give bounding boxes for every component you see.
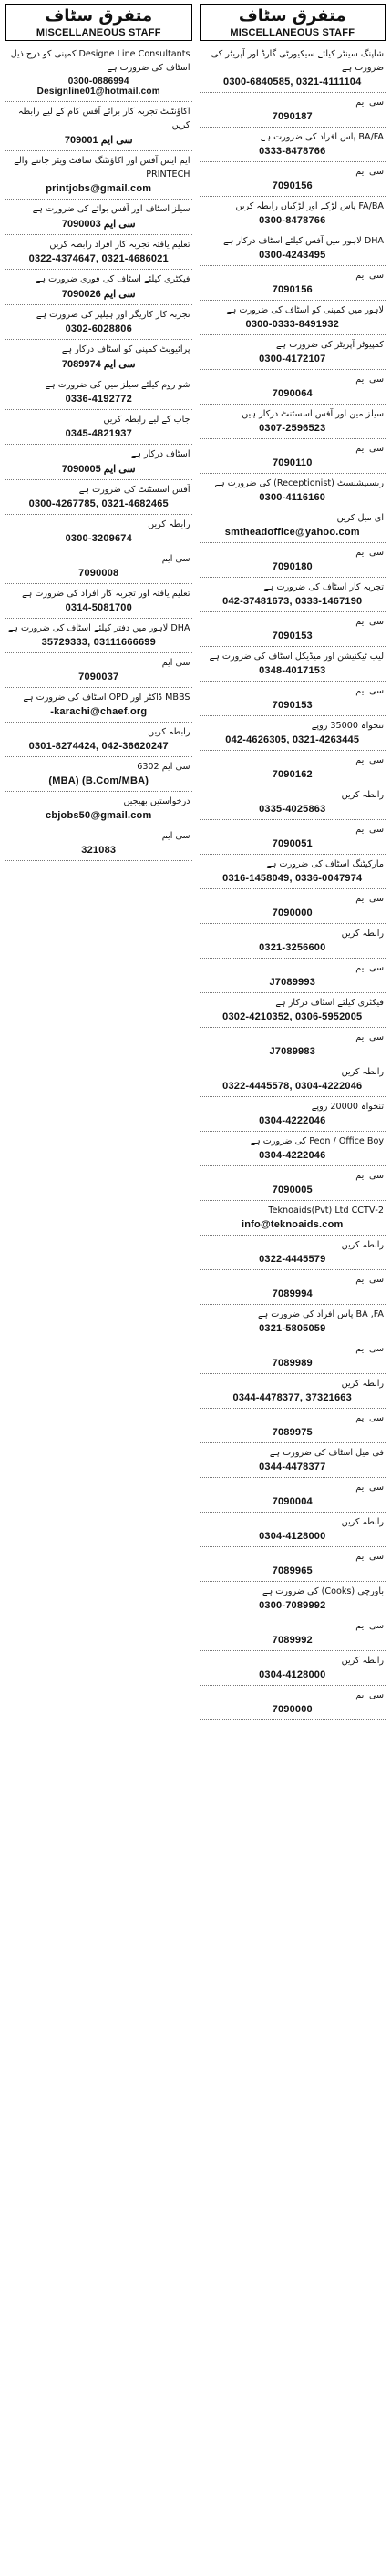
ad-contact: 0304-4222046: [259, 1150, 326, 1161]
classified-ad: [200, 959, 386, 993]
ad-text: سی ایم: [355, 1032, 384, 1042]
ad-text: تنخواہ 20000 روپے: [311, 1102, 384, 1112]
ad-text: اکاؤنٹنٹ تجربہ کار برائے آفس کام کے لیے رابطہ کریں: [17, 107, 190, 130]
classified-ad: [200, 93, 386, 128]
ad-text: لاہور میں کمپنی کو اسٹاف کی ضرورت ہے: [226, 305, 384, 315]
classified-ad: [200, 993, 386, 1028]
ad-contact: 7090153: [272, 700, 313, 711]
classified-ad: [200, 889, 386, 924]
ad-text: آفس اسسٹنٹ کی ضرورت ہے: [78, 485, 190, 495]
ad-contact: -karachi@chaef.org: [50, 706, 148, 717]
ad-text: سی ایم: [355, 1690, 384, 1700]
classified-ad: [200, 1097, 386, 1132]
ad-text: سی ایم: [355, 825, 384, 835]
ad-text: سی ایم: [355, 271, 384, 281]
classified-ad: [200, 612, 386, 647]
ad-contact: 7090180: [272, 561, 313, 572]
ad-text: BA/FA پاس افراد کی ضرورت ہے: [260, 132, 384, 142]
ad-text: ای میل کریں: [336, 513, 384, 523]
classified-ad: [200, 751, 386, 785]
ad-contact: سی ایم 7090005: [61, 464, 136, 475]
classified-ad: [200, 1513, 386, 1547]
ad-text: سی ایم: [355, 1344, 384, 1354]
ad-text: درخواستیں بھیجیں: [123, 796, 190, 806]
ad-contact: 0304-4128000: [259, 1531, 326, 1542]
ad-contact: 7090064: [272, 388, 313, 399]
classified-ad: [5, 445, 192, 480]
ad-contact: 0348-4017153: [259, 665, 326, 676]
classified-ad: [200, 785, 386, 820]
ad-text: DHA لاہور میں دفتر کیلئے اسٹاف کی ضرورت ہے: [7, 623, 190, 633]
classified-ad: [5, 151, 192, 200]
ad-contact: 0322-4445579: [259, 1254, 326, 1265]
ad-text: تجربہ کار کاریگر اور ہیلپر کی ضرورت ہے: [36, 310, 190, 320]
classified-ad: [200, 231, 386, 266]
ad-text: رابطہ کریں: [341, 1656, 384, 1666]
classified-ad: [200, 855, 386, 889]
ad-contact: 0300-4267785, 0321-4682465: [28, 498, 169, 509]
ad-text: ریسیپشنسٹ (Receptionist) کی ضرورت ہے: [214, 478, 384, 488]
ad-text: Peon / Office Boy کی ضرورت ہے: [250, 1136, 384, 1146]
classified-ad: [200, 162, 386, 197]
classified-ad: [5, 515, 192, 549]
ad-contact: 0302-6028806: [65, 323, 132, 334]
classified-ad: [200, 578, 386, 612]
ad-contact: 7089965: [272, 1565, 313, 1576]
classified-ad: [5, 723, 192, 757]
left-header-urdu: متفرق سٹاف: [45, 6, 153, 26]
ad-text: تجربہ کار اسٹاف کی ضرورت ہے: [263, 582, 384, 592]
ad-contact: 0307-2596523: [259, 423, 326, 434]
ad-text: سی ایم: [355, 375, 384, 385]
ad-text: 2-Teknoaids(Pvt) Ltd CCTV: [268, 1206, 384, 1216]
classified-ad: [200, 1651, 386, 1686]
ad-contact: 7090156: [272, 180, 313, 191]
ad-contact: 7090037: [78, 672, 119, 682]
ad-text: سی ایم: [355, 963, 384, 973]
ad-text: اسٹاف درکار ہے: [130, 449, 190, 459]
classified-ad: [5, 45, 192, 102]
ad-contact: 7089992: [272, 1635, 313, 1646]
ad-text: پرائیویٹ کمپنی کو اسٹاف درکار ہے: [61, 344, 190, 354]
ad-contact: J7089993: [269, 977, 316, 988]
classified-ad: [200, 301, 386, 335]
classified-ad: [200, 1062, 386, 1097]
classified-ad: [200, 1547, 386, 1582]
ad-text: تنخواہ 35000 روپے: [311, 721, 384, 731]
ad-contact: 0300-8478766: [259, 215, 326, 226]
ad-contact: 7089989: [272, 1358, 313, 1369]
ad-text: جاب کے لیے رابطہ کریں: [103, 415, 190, 425]
ad-text: سیلز مین اور آفس اسسٹنٹ درکار ہیں: [242, 409, 384, 419]
classified-ad: [5, 619, 192, 653]
ad-contact: 7090162: [272, 769, 313, 780]
ad-contact: سی ایم 7090026: [61, 289, 136, 300]
ad-text: رابطہ کریں: [341, 1517, 384, 1527]
right-header-english: MISCELLANEOUS STAFF: [230, 27, 355, 38]
ad-contact: 0300-4116160: [259, 492, 326, 503]
ad-contact: 0345-4821937: [65, 428, 132, 439]
right-header-urdu: متفرق سٹاف: [238, 6, 346, 26]
classified-ad: [5, 102, 192, 151]
ad-text: فیکٹری کیلئے اسٹاف کی فوری ضرورت ہے: [35, 274, 190, 284]
ad-text: سی ایم: [355, 167, 384, 177]
ad-text: FA/BA پاس لڑکے اور لڑکیاں رابطہ کریں: [235, 201, 384, 211]
classified-ad: [5, 410, 192, 445]
ad-contact: J7089983: [269, 1046, 316, 1057]
ad-contact: info@teknoaids.com: [241, 1219, 344, 1230]
classified-ad: [5, 375, 192, 410]
classified-ad: [5, 688, 192, 723]
ad-contact: 7090000: [272, 1704, 313, 1715]
ad-contact: 0322-4445578, 0304-4222046: [222, 1081, 363, 1092]
classified-ad: [5, 340, 192, 375]
classified-ad: [200, 370, 386, 405]
ad-text: سی ایم 6302: [137, 762, 190, 772]
ad-contact: 0300-6840585, 0321-4111104: [223, 77, 362, 87]
ad-contact: 0304-4128000: [259, 1669, 326, 1680]
ad-contact: 0300-4243495: [259, 250, 326, 261]
left-column-header: [5, 4, 192, 41]
ad-contact: 0321-3256600: [259, 942, 326, 953]
ad-contact: 0316-1458049, 0336-0047974: [222, 873, 363, 884]
ad-text: شاپنگ سینٹر کیلئے سیکیورٹی گارڈ اور آپریٹر کی ضرورت ہے: [211, 49, 384, 73]
ad-text: سی ایم: [355, 617, 384, 627]
ad-text: کمپیوٹر آپریٹر کی ضرورت ہے: [275, 340, 384, 350]
ad-contact: 0300-0886994 Designline01@hotmail.com: [36, 77, 160, 97]
ad-text: سی ایم: [161, 658, 190, 668]
classified-ad: [200, 1443, 386, 1478]
ad-contact: 0300-4172107: [259, 354, 326, 364]
classified-ad: [200, 1478, 386, 1513]
classified-ad: [5, 549, 192, 584]
classified-ad: [5, 792, 192, 826]
ad-contact: (MBA) (B.Com/MBA): [48, 775, 149, 786]
ad-text: مارکیٹنگ اسٹاف کی ضرورت ہے: [266, 859, 384, 869]
ad-text: رابطہ کریں: [148, 727, 190, 737]
classified-ad: [200, 1582, 386, 1616]
ad-contact: 7090005: [272, 1185, 313, 1196]
ad-text: باورچی (Cooks) کی ضرورت ہے: [262, 1586, 384, 1596]
classified-ad: [5, 826, 192, 861]
left-column: [5, 4, 192, 2572]
left-header-english: MISCELLANEOUS STAFF: [36, 27, 161, 38]
classified-ad: [200, 1201, 386, 1236]
ad-text: سی ایم: [355, 548, 384, 558]
ad-text: رابطہ کریں: [341, 929, 384, 939]
ad-contact: 7090156: [272, 284, 313, 295]
classified-ad: [200, 682, 386, 716]
classified-ad: [200, 197, 386, 231]
classified-ad: [200, 474, 386, 508]
classified-ad: [200, 1270, 386, 1305]
ad-text: لیب ٹیکنیشن اور میڈیکل اسٹاف کی ضرورت ہے: [209, 652, 384, 662]
classified-ad: [200, 924, 386, 959]
ad-contact: 0321-5805059: [259, 1323, 326, 1334]
classified-ad: [200, 128, 386, 162]
classified-ad: [200, 716, 386, 751]
ad-text: سی ایم: [161, 554, 190, 564]
classified-ad: [200, 1374, 386, 1409]
ad-contact: 321083: [81, 845, 117, 856]
ad-contact: 0300-0333-8491932: [245, 319, 339, 330]
classified-ad: [5, 235, 192, 270]
right-column-header: [200, 4, 386, 41]
ad-text: فیکٹری کیلئے اسٹاف درکار ہے: [275, 998, 384, 1008]
ad-text: DHA لاہور میں آفس کیلئے اسٹاف درکار ہے: [223, 236, 384, 246]
ad-contact: 0335-4025863: [259, 804, 326, 815]
right-column: [200, 4, 386, 2572]
ad-text: رابطہ کریں: [341, 1067, 384, 1077]
ad-contact: 042-4626305, 0321-4263445: [225, 734, 360, 745]
classified-ad: [5, 653, 192, 688]
ad-contact: 7089994: [272, 1288, 313, 1299]
ad-contact: سی ایم 709001: [64, 135, 133, 146]
ad-text: سی ایم: [355, 1552, 384, 1562]
ad-contact: 0302-4210352, 0306-5952005: [222, 1011, 363, 1022]
ad-text: شو روم کیلئے سیلز مین کی ضرورت ہے: [45, 380, 190, 390]
ad-text: رابطہ کریں: [148, 519, 190, 529]
ad-text: سی ایم: [355, 1483, 384, 1493]
ad-contact: سی ایم 7089974: [61, 359, 136, 370]
ad-contact: 35729333, 03111666699: [41, 637, 156, 648]
right-ad-list: [200, 45, 386, 1720]
ad-text: سی ایم: [355, 1171, 384, 1181]
ad-text: سیلز اسٹاف اور آفس بوائے کی ضرورت ہے: [32, 204, 190, 214]
ad-contact: 0304-4222046: [259, 1115, 326, 1126]
ad-text: MBBS ڈاکٹر اور OPD اسٹاف کی ضرورت ہے: [23, 693, 190, 703]
classified-ad: [200, 1616, 386, 1651]
ad-contact: 0344-4478377, 37321663: [232, 1392, 352, 1403]
classified-ad: [5, 270, 192, 305]
classified-ad: [200, 1686, 386, 1720]
classified-ad: [200, 439, 386, 474]
classified-ad: [200, 45, 386, 93]
classified-ad: [200, 1409, 386, 1443]
classified-ad: [5, 480, 192, 515]
classified-ad: [200, 335, 386, 370]
ad-text: سی ایم: [355, 755, 384, 765]
ad-contact: سی ایم 7090003: [61, 219, 136, 230]
classified-ad: [200, 543, 386, 578]
ad-contact: 7090110: [272, 457, 313, 468]
ad-text: رابطہ کریں: [341, 1379, 384, 1389]
ad-text: تعلیم یافتہ تجربہ کار افراد رابطہ کریں: [49, 240, 190, 250]
ad-text: سی ایم: [355, 1275, 384, 1285]
classified-ad: [200, 1236, 386, 1270]
classified-ad: [200, 508, 386, 543]
ad-contact: 0300-3209674: [65, 533, 132, 544]
classified-ad: [200, 266, 386, 301]
ad-text: سی ایم: [355, 1621, 384, 1631]
ad-text: سی ایم: [355, 686, 384, 696]
classified-ad: [5, 200, 192, 235]
ad-contact: printjobs@gmail.com: [46, 183, 152, 194]
ad-contact: 7090187: [272, 111, 313, 122]
ad-text: تعلیم یافتہ اور تجربہ کار افراد کی ضرورت ہے: [22, 589, 190, 599]
classified-ad: [5, 757, 192, 792]
ad-text: سی ایم: [355, 1413, 384, 1423]
ad-text: فی میل اسٹاف کی ضرورت ہے: [269, 1448, 384, 1458]
ad-contact: 7090008: [78, 568, 119, 579]
ad-contact: 0336-4192772: [65, 394, 132, 405]
classified-ad: [200, 1339, 386, 1374]
ad-text: سی ایم: [161, 831, 190, 841]
ad-text: Designe Line Consultants کمپنی کو درج ذیل اسٹاف کی ضرورت ہے: [10, 49, 190, 73]
classified-ad: [200, 405, 386, 439]
ad-contact: 7090051: [272, 838, 313, 849]
classified-ad: [200, 820, 386, 855]
ad-contact: 7090004: [272, 1496, 313, 1507]
ad-contact: 7090000: [272, 908, 313, 919]
ad-text: رابطہ کریں: [341, 1240, 384, 1250]
classified-ad: [200, 1305, 386, 1339]
ad-text: سی ایم: [355, 894, 384, 904]
classified-ad: [200, 1132, 386, 1166]
classified-ad: [5, 305, 192, 340]
ad-text: سی ایم: [355, 97, 384, 108]
classified-ad: [200, 1028, 386, 1062]
ad-contact: 0314-5081700: [65, 602, 132, 613]
ad-contact: 0333-8478766: [259, 146, 326, 157]
classified-ad: [5, 584, 192, 619]
classified-ad: [200, 647, 386, 682]
ad-contact: cbjobs50@gmail.com: [46, 810, 152, 821]
left-ad-list: [5, 45, 192, 861]
ad-contact: 0300-7089992: [259, 1600, 326, 1611]
ad-contact: 7090153: [272, 631, 313, 641]
ad-text: رابطہ کریں: [341, 790, 384, 800]
classified-ad: [200, 1166, 386, 1201]
ad-contact: 7089975: [272, 1427, 313, 1438]
ad-contact: 042-37481673, 0333-1467190: [222, 596, 363, 607]
ad-contact: smtheadoffice@yahoo.com: [224, 527, 360, 538]
ad-text: ایم ایس آفس اور اکاؤنٹنگ سافٹ ویئر جاننے والے PRINTECH: [14, 156, 190, 180]
ad-contact: 0322-4374647, 0321-4686021: [28, 253, 169, 264]
ad-text: BA ,FA پاس افراد کی ضرورت ہے: [257, 1309, 384, 1319]
ad-contact: 0301-8274424, 042-36620247: [28, 741, 169, 752]
ad-text: سی ایم: [355, 444, 384, 454]
ad-contact: 0344-4478377: [259, 1462, 326, 1473]
